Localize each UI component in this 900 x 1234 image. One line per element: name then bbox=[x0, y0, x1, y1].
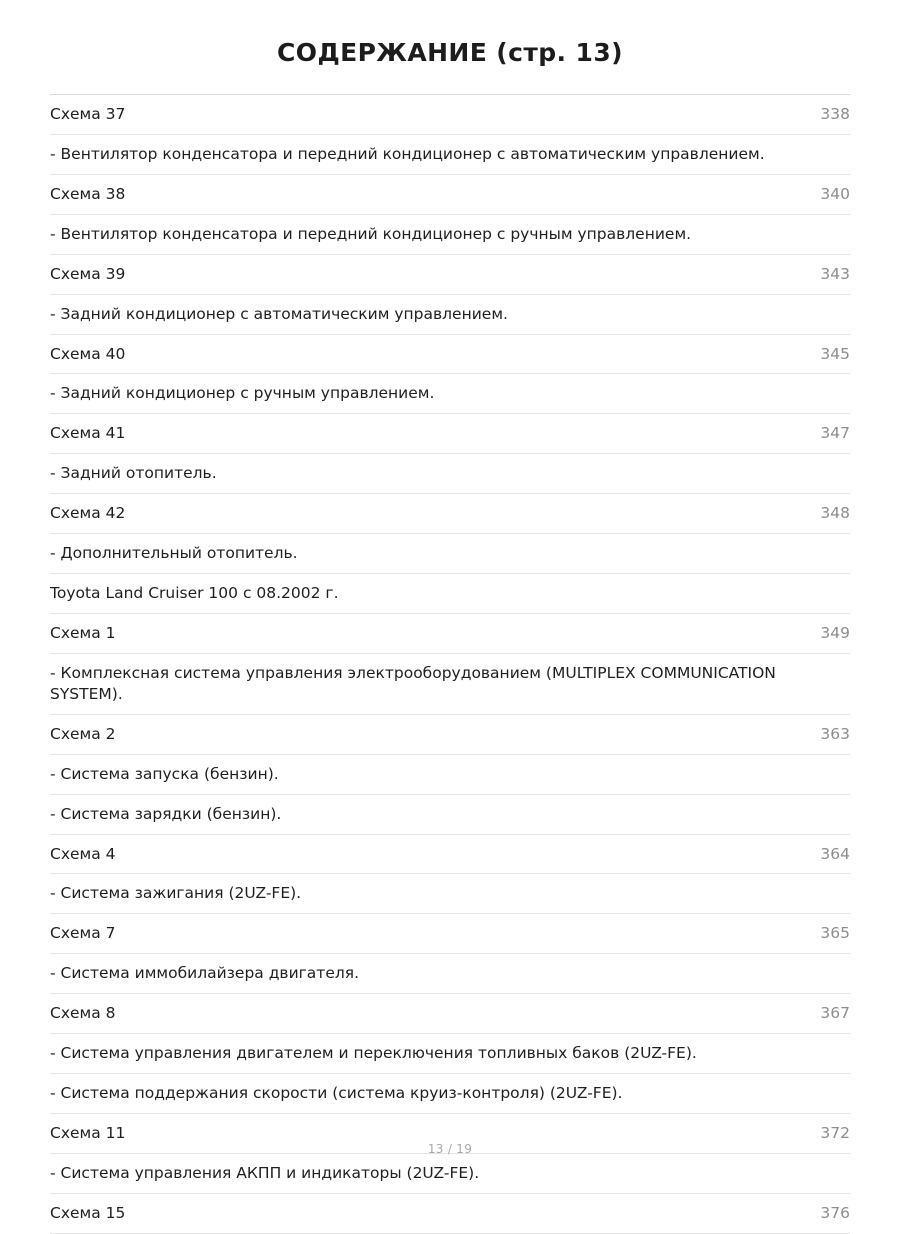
toc-entry-page: 367 bbox=[820, 1004, 850, 1023]
toc-entry-label: Схема 8 bbox=[50, 1004, 116, 1023]
toc-entry-label: Схема 39 bbox=[50, 264, 126, 283]
toc-entry-label: - Задний кондиционер с ручным управлением. bbox=[50, 384, 435, 403]
toc-entry-label: - Комплексная система управления электрооборудованием (MULTIPLEX COMMUNICATION SYSTEM). bbox=[50, 663, 776, 703]
toc-entry-page: 343 bbox=[820, 264, 850, 283]
toc-entry-label: - Система управления двигателем и переключения топливных баков (2UZ-FE). bbox=[50, 1044, 697, 1063]
toc-entry-page: 345 bbox=[820, 344, 850, 363]
toc-entry-label: - Система запуска (бензин). bbox=[50, 764, 279, 783]
toc-entry-label: - Вентилятор конденсатора и передний кондиционер с автоматическим управлением. bbox=[50, 144, 765, 163]
toc-entry[interactable] bbox=[50, 914, 850, 954]
toc-entry[interactable] bbox=[50, 95, 850, 135]
toc-entry-label: Схема 37 bbox=[50, 105, 126, 123]
toc-entry[interactable] bbox=[50, 454, 850, 494]
toc-entry[interactable] bbox=[50, 835, 850, 875]
page-footer: 13 / 19 bbox=[427, 1142, 473, 1156]
toc-entry-page: 363 bbox=[820, 724, 850, 743]
toc-entry[interactable] bbox=[50, 175, 850, 215]
toc-entry[interactable] bbox=[50, 335, 850, 375]
toc-entry-label: - Задний кондиционер с автоматическим управлением. bbox=[50, 304, 508, 323]
toc-entry-page: 365 bbox=[820, 924, 850, 943]
toc-entry[interactable] bbox=[50, 494, 850, 534]
toc-entry[interactable] bbox=[50, 574, 850, 614]
toc-entry-label: - Система иммобилайзера двигателя. bbox=[50, 964, 360, 983]
toc-entry-label: - Вентилятор конденсатора и передний кондиционер с ручным управлением. bbox=[50, 224, 692, 243]
toc-entry-label: Схема 40 bbox=[50, 344, 126, 363]
toc-entry-page: 338 bbox=[820, 105, 850, 123]
toc-entry[interactable] bbox=[50, 654, 850, 715]
toc-entry[interactable] bbox=[50, 1074, 850, 1114]
toc-entry[interactable] bbox=[50, 874, 850, 914]
toc-entry[interactable] bbox=[50, 755, 850, 795]
toc-entry-page: 364 bbox=[820, 844, 850, 863]
page-title: СОДЕРЖАНИЕ (стр. 13) bbox=[277, 38, 623, 67]
toc-entry-page: 340 bbox=[820, 184, 850, 203]
toc-entry[interactable] bbox=[50, 215, 850, 255]
toc-entry-label: Схема 41 bbox=[50, 424, 126, 443]
toc-entry-label: - Система зарядки (бензин). bbox=[50, 804, 282, 823]
toc-entry[interactable] bbox=[50, 295, 850, 335]
toc-entry-page: 376 bbox=[820, 1203, 850, 1222]
toc-entry-label: - Система зажигания (2UZ-FE). bbox=[50, 884, 302, 903]
toc-entry-page: 347 bbox=[820, 424, 850, 443]
toc-entry-label: - Система управления АКПП и индикаторы (2UZ-FE). bbox=[50, 1163, 480, 1182]
toc-entry[interactable] bbox=[50, 994, 850, 1034]
toc-entry[interactable] bbox=[50, 534, 850, 574]
toc-entry-label: - Система поддержания скорости (система круиз-контроля) (2UZ-FE). bbox=[50, 1084, 623, 1103]
toc-entry[interactable] bbox=[50, 715, 850, 755]
toc-entry-page: 349 bbox=[820, 623, 850, 642]
toc-entry[interactable] bbox=[50, 614, 850, 654]
toc-entry-label: Схема 11 bbox=[50, 1123, 126, 1142]
toc-entry-label: Схема 42 bbox=[50, 504, 126, 523]
toc-entry-label: Схема 15 bbox=[50, 1203, 126, 1222]
toc-entry[interactable] bbox=[50, 374, 850, 414]
toc-entry[interactable] bbox=[50, 1034, 850, 1074]
toc-entry-page: 372 bbox=[820, 1123, 850, 1142]
toc-entry-label: Схема 2 bbox=[50, 724, 116, 743]
table-of-contents bbox=[50, 95, 850, 1234]
toc-entry[interactable] bbox=[50, 954, 850, 994]
toc-entry-label: - Задний отопитель. bbox=[50, 464, 217, 483]
toc-entry[interactable] bbox=[50, 135, 850, 175]
toc-entry-label: Схема 7 bbox=[50, 924, 116, 943]
toc-entry[interactable] bbox=[50, 1154, 850, 1194]
toc-entry[interactable] bbox=[50, 795, 850, 835]
toc-entry-label: Схема 1 bbox=[50, 623, 116, 642]
toc-entry-label: - Дополнительный отопитель. bbox=[50, 544, 298, 563]
toc-entry-page: 348 bbox=[820, 504, 850, 523]
toc-entry[interactable] bbox=[50, 414, 850, 454]
toc-entry-label: Toyota Land Cruiser 100 с 08.2002 г. bbox=[50, 584, 339, 603]
toc-entry-label: Схема 38 bbox=[50, 184, 126, 203]
toc-entry[interactable] bbox=[50, 255, 850, 295]
toc-entry-label: Схема 4 bbox=[50, 844, 116, 863]
